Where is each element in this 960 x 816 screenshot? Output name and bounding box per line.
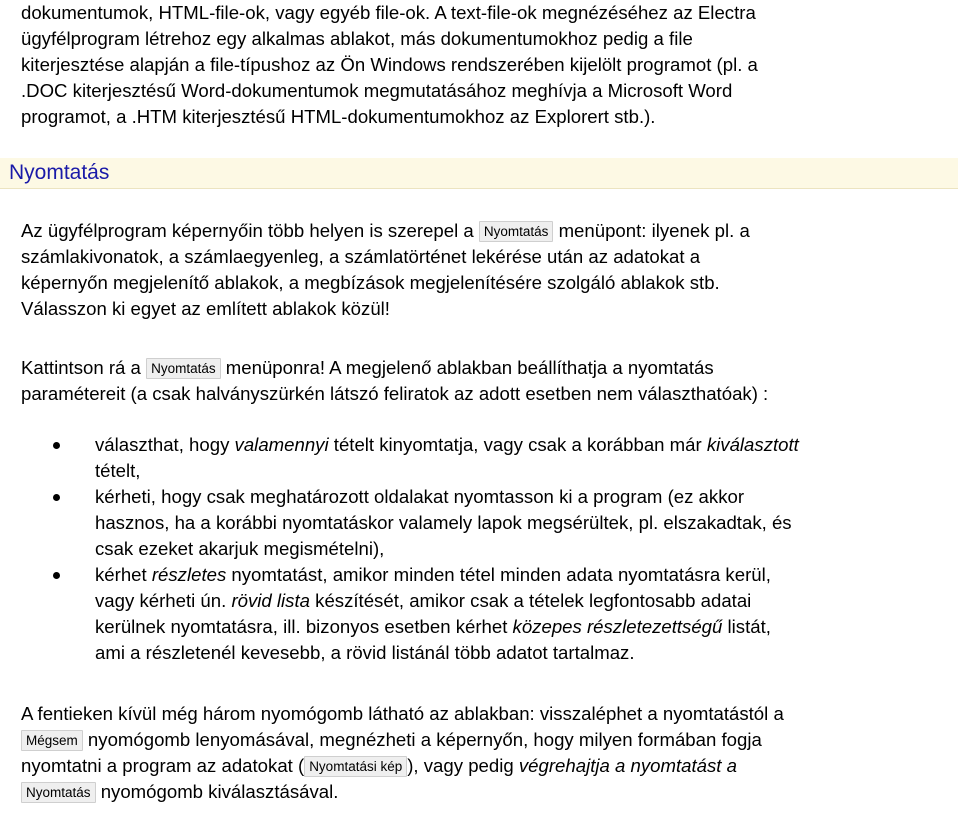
emphasis-text: végrehajtja a nyomtatást a <box>518 755 737 776</box>
text-line: számlakivonatok, a számlaegyenleg, a számlatörténet lekérése után az adatokat a <box>21 246 701 267</box>
text-segment: kérhet <box>95 564 152 585</box>
print-menu-label: Nyomtatás <box>146 358 221 379</box>
list-item <box>0 484 960 562</box>
bullet-icon <box>53 442 60 449</box>
text-segment: kerülnek nyomtatásra, ill. bizonyos esetben kérhet <box>95 616 513 637</box>
text-line <box>95 588 960 614</box>
text-segment: készítését, amikor csak a tételek legfontosabb adatai <box>309 590 752 611</box>
text-segment: tételt kinyomtatja, vagy csak a korábban már <box>328 434 707 455</box>
emphasis-text: kiválasztott <box>706 434 799 455</box>
text-line: hasznos, ha a korábbi nyomtatáskor valamely lapok megsérültek, pl. elszakadtak, és <box>95 512 792 533</box>
emphasis-text: részletes <box>151 564 227 585</box>
emphasis-text: közepes részletezettségű <box>512 616 723 637</box>
intro-paragraph <box>21 0 946 130</box>
buttons-paragraph <box>21 701 946 805</box>
text-line <box>21 355 946 381</box>
print-preview-button-label: Nyomtatási kép <box>304 756 407 777</box>
text-line <box>95 432 960 458</box>
text-line <box>21 753 946 779</box>
emphasis-text: rövid lista <box>231 590 310 611</box>
text-line: Válasszon ki egyet az említett ablakok közül! <box>21 298 390 319</box>
text-segment: vagy kérheti ún. <box>95 590 232 611</box>
text-line: kiterjesztése alapján a file-típushoz az Ön Windows rendszerében kijelölt programot (pl. a <box>21 54 758 75</box>
text-line <box>21 218 946 244</box>
text-line <box>95 562 960 588</box>
text-segment: nyomtatni a program az adatokat ( <box>21 755 305 776</box>
list-item <box>0 562 960 666</box>
text-segment: nyomógomb lenyomásával, megnézheti a képernyőn, hogy milyen formában fogja <box>82 729 762 750</box>
print-options-list <box>0 432 960 666</box>
text-segment: Kattintson rá a <box>21 357 147 378</box>
click-print-paragraph <box>21 355 946 407</box>
cancel-button-label: Mégsem <box>21 730 83 751</box>
text-segment: nyomtatást, amikor minden tétel minden adata nyomtatásra kerül, <box>226 564 771 585</box>
text-line: ami a részletenél kevesebb, a rövid listánál több adatot tartalmaz. <box>95 642 635 663</box>
section-heading-bar <box>0 158 958 189</box>
print-menu-label: Nyomtatás <box>479 221 554 242</box>
text-line: .DOC kiterjesztésű Word-dokumentumok megmutatásához meghívja a Microsoft Word <box>21 80 733 101</box>
text-line: A fentieken kívül még három nyomógomb látható az ablakban: visszaléphet a nyomtatástól a <box>21 703 784 724</box>
text-segment: választhat, hogy <box>95 434 235 455</box>
bullet-icon <box>53 572 60 579</box>
text-line <box>21 727 946 753</box>
text-line: tételt, <box>95 460 141 481</box>
text-segment: ), vagy pedig <box>407 755 519 776</box>
text-line: ügyfélprogram létrehoz egy alkalmas ablakot, más dokumentumokhoz pedig a file <box>21 28 693 49</box>
text-line: paramétereit (a csak halványszürkén látszó feliratok az adott esetben nem választhatóak) : <box>21 383 769 404</box>
text-line <box>21 779 946 805</box>
print-button-label: Nyomtatás <box>21 782 96 803</box>
text-segment: listát, <box>722 616 771 637</box>
text-segment: Az ügyfélprogram képernyőin több helyen is szerepel a <box>21 220 479 241</box>
list-item <box>0 432 960 484</box>
text-line: dokumentumok, HTML-file-ok, vagy egyéb file-ok. A text-file-ok megnézéséhez az Electra <box>21 2 756 23</box>
bullet-icon <box>53 494 60 501</box>
text-segment: menüponra! A megjelenő ablakban beállíthatja a nyomtatás <box>220 357 714 378</box>
print-menu-paragraph <box>21 218 946 322</box>
emphasis-text: valamennyi <box>234 434 329 455</box>
text-segment: menüpont: ilyenek pl. a <box>553 220 750 241</box>
text-line <box>95 614 960 640</box>
section-heading: Nyomtatás <box>9 161 110 184</box>
text-segment: nyomógomb kiválasztásával. <box>95 781 339 802</box>
text-line: csak ezeket akarjuk megismételni), <box>95 538 385 559</box>
text-line: programot, a .HTM kiterjesztésű HTML-dokumentumokhoz az Explorert stb.). <box>21 106 656 127</box>
text-line: kérheti, hogy csak meghatározott oldalakat nyomtasson ki a program (ez akkor <box>95 486 745 507</box>
text-line: képernyőn megjelenítő ablakok, a megbízások megjelenítésére szolgáló ablakok stb. <box>21 272 720 293</box>
